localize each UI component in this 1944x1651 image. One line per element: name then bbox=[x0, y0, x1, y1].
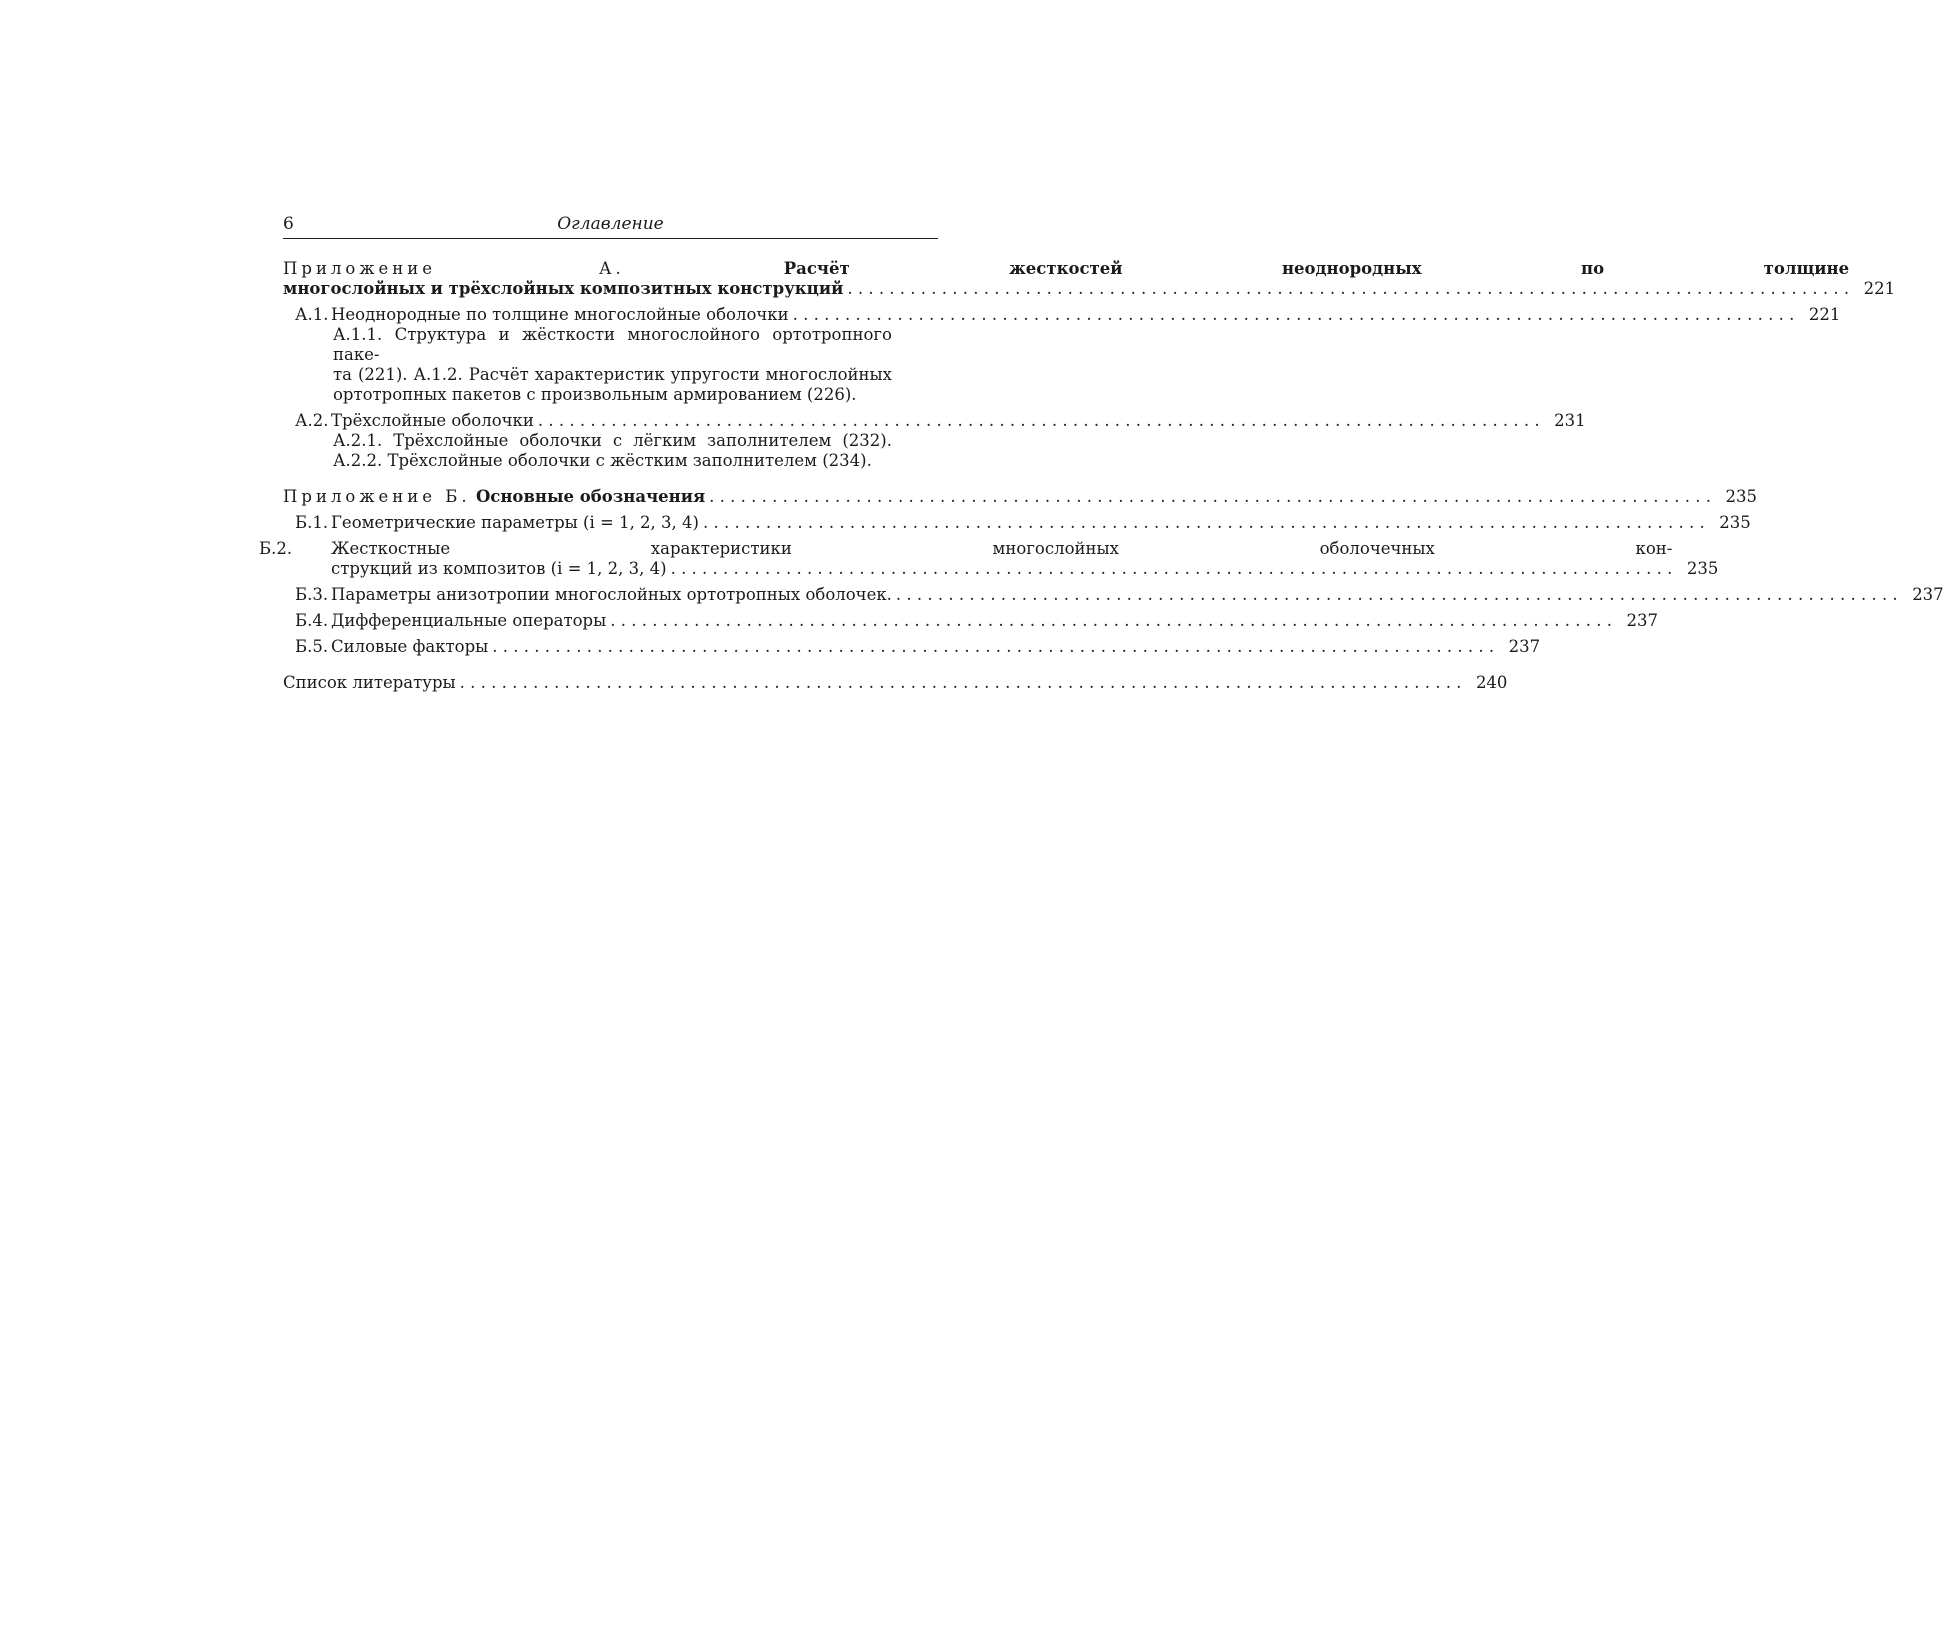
subsection-line: А.2.1. Трёхслойные оболочки с лёгким заполнителем (232). bbox=[333, 431, 892, 450]
toc-page bbox=[259, 210, 1944, 693]
section-b5-page: 237 bbox=[1508, 637, 1541, 656]
section-b4-title: Дифференциальные операторы bbox=[331, 611, 607, 630]
appendix-a-page: 221 bbox=[1863, 279, 1896, 298]
toc-section-b3[interactable] bbox=[283, 585, 1944, 605]
section-a1-title: Неоднородные по толщине многослойные оболочки bbox=[331, 305, 789, 324]
subsection-line: та (221). А.1.2. Расчёт характеристик упругости многослойных bbox=[333, 365, 892, 384]
subsection-line: А.1.1. Структура и жёсткости многослойного ортотропного паке- bbox=[333, 325, 892, 364]
leader-dots bbox=[538, 411, 1540, 431]
running-title: Оглавление bbox=[557, 214, 664, 234]
section-b2-title-line1: Жесткостные характеристики многослойных оболочечных кон- bbox=[331, 539, 1673, 558]
bibliography-title: Список литературы bbox=[283, 673, 456, 692]
section-b3-title: Параметры анизотропии многослойных ортотропных оболочек. bbox=[331, 585, 892, 604]
toc-section-b1[interactable] bbox=[283, 513, 1751, 533]
leader-dots bbox=[671, 559, 1673, 579]
subsection-line: А.2.2. Трёхслойные оболочки с жёстким заполнителем (234). bbox=[333, 451, 872, 470]
section-b4-page: 237 bbox=[1626, 611, 1659, 630]
leader-dots bbox=[610, 611, 1612, 631]
section-a2-label: А.2. bbox=[295, 411, 329, 430]
toc-section-b5[interactable] bbox=[283, 637, 1541, 657]
toc-section-b2[interactable] bbox=[259, 539, 1719, 579]
section-b2-page: 235 bbox=[1686, 559, 1719, 578]
toc-section-b4[interactable] bbox=[283, 611, 1659, 631]
bibliography-page: 240 bbox=[1475, 673, 1508, 692]
toc-section-a2[interactable] bbox=[283, 411, 1586, 431]
section-b4-label: Б.4. bbox=[295, 611, 329, 630]
section-b2-label: Б.2. bbox=[259, 539, 293, 558]
page-number: 6 bbox=[283, 214, 294, 234]
section-b5-title: Силовые факторы bbox=[331, 637, 489, 656]
leader-dots bbox=[896, 585, 1898, 605]
leader-dots bbox=[703, 513, 1705, 533]
section-a1-page: 221 bbox=[1808, 305, 1841, 324]
leader-dots bbox=[709, 487, 1711, 507]
page-header bbox=[283, 210, 938, 239]
leader-dots bbox=[793, 305, 1795, 325]
table-of-contents bbox=[259, 259, 1944, 693]
section-a2-title: Трёхслойные оболочки bbox=[331, 411, 534, 430]
section-b2-title-line2: струкций из композитов (i = 1, 2, 3, 4) bbox=[331, 559, 667, 578]
toc-appendix-a[interactable] bbox=[283, 259, 1896, 299]
section-b3-page: 237 bbox=[1912, 585, 1944, 604]
appendix-b-page: 235 bbox=[1725, 487, 1757, 506]
toc-subsections-a2 bbox=[283, 431, 938, 471]
appendix-b-title: Основные обозначения bbox=[475, 487, 706, 506]
appendix-b-prefix: Приложение Б. bbox=[283, 487, 471, 506]
toc-subsections-a1 bbox=[283, 325, 938, 405]
appendix-a-title-line1: Расчёт жесткостей неоднородных по толщине bbox=[783, 259, 1850, 278]
section-a1-label: А.1. bbox=[295, 305, 329, 324]
subsection-line: ортотропных пакетов с произвольным армированием (226). bbox=[333, 385, 857, 404]
toc-appendix-b[interactable] bbox=[283, 487, 1757, 507]
appendix-a-title-line2: многослойных и трёхслойных композитных конструкций bbox=[283, 279, 844, 298]
section-b5-label: Б.5. bbox=[295, 637, 329, 656]
section-b3-label: Б.3. bbox=[295, 585, 329, 604]
toc-section-a1[interactable] bbox=[283, 305, 1841, 325]
leader-dots bbox=[460, 673, 1462, 693]
appendix-a-prefix: Приложение А. bbox=[283, 259, 625, 278]
section-b1-label: Б.1. bbox=[295, 513, 329, 532]
section-b1-page: 235 bbox=[1719, 513, 1751, 532]
toc-bibliography[interactable] bbox=[283, 673, 1508, 693]
leader-dots bbox=[847, 279, 1849, 299]
section-b1-title: Геометрические параметры (i = 1, 2, 3, 4) bbox=[331, 513, 699, 532]
leader-dots bbox=[492, 637, 1494, 657]
section-a2-page: 231 bbox=[1554, 411, 1586, 430]
